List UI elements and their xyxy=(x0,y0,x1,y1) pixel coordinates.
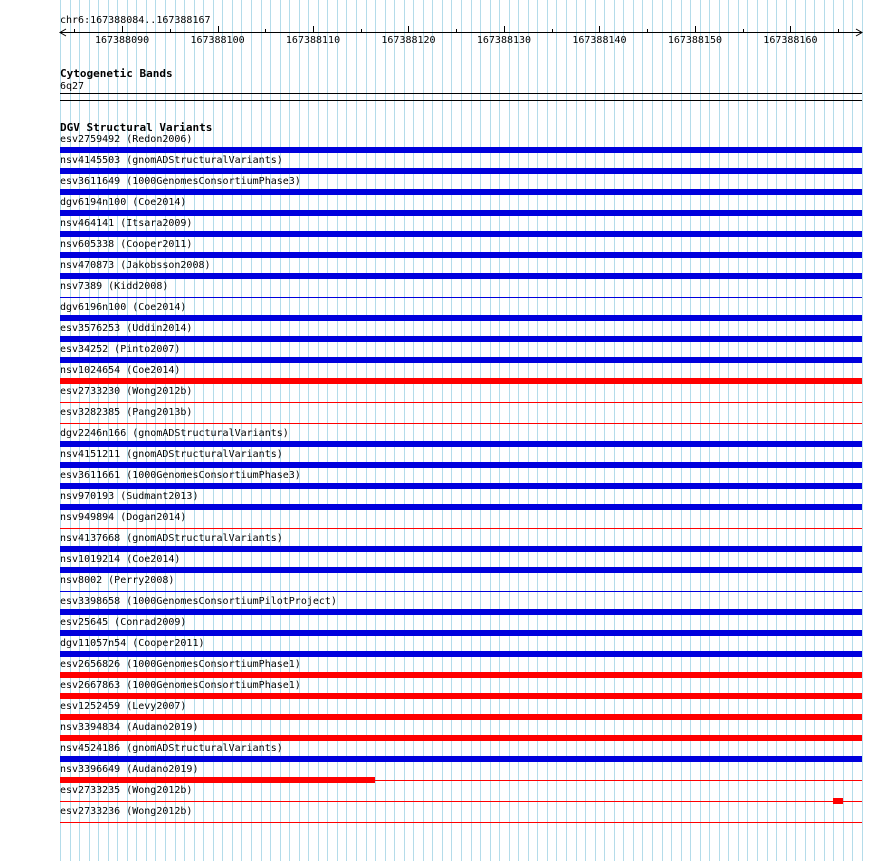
dgv-feature-bar[interactable] xyxy=(60,777,375,783)
dgv-feature-label[interactable]: dgv6194n100 (Coe2014) xyxy=(60,197,187,208)
dgv-feature-bar[interactable] xyxy=(60,462,862,468)
dgv-feature-line xyxy=(60,822,862,823)
dgv-feature-label[interactable]: esv3282385 (Pang2013b) xyxy=(60,407,193,418)
dgv-feature-bar[interactable] xyxy=(60,567,862,573)
dgv-feature-line xyxy=(60,801,862,802)
dgv-feature-bar[interactable] xyxy=(60,756,862,762)
dgv-feature-label[interactable]: esv2733230 (Wong2012b) xyxy=(60,386,193,397)
dgv-feature-label[interactable]: esv3398658 (1000GenomesConsortiumPilotProject) xyxy=(60,596,337,607)
dgv-feature-bar[interactable] xyxy=(60,693,862,699)
dgv-feature-line xyxy=(60,297,862,298)
dgv-feature-bar[interactable] xyxy=(60,168,862,174)
dgv-feature-bar[interactable] xyxy=(60,273,862,279)
dgv-feature-bar[interactable] xyxy=(60,546,862,552)
dgv-feature-label[interactable]: esv2733235 (Wong2012b) xyxy=(60,785,193,796)
dgv-feature-row[interactable] xyxy=(0,806,890,827)
dgv-feature-row[interactable] xyxy=(0,428,890,449)
dgv-feature-label[interactable]: esv34252 (Pinto2007) xyxy=(60,344,181,355)
track-divider xyxy=(60,100,862,101)
dgv-feature-label[interactable]: nsv949894 (Dogan2014) xyxy=(60,512,187,523)
dgv-feature-line xyxy=(60,423,862,424)
dgv-track-title: DGV Structural Variants xyxy=(60,121,213,134)
dgv-feature-row[interactable] xyxy=(0,491,890,512)
ruler-tick-label: 167388140 xyxy=(572,35,627,46)
ruler-tick-label: 167388110 xyxy=(285,35,341,46)
dgv-feature-bar[interactable] xyxy=(60,210,862,216)
dgv-feature-row[interactable] xyxy=(0,197,890,218)
dgv-feature-row[interactable] xyxy=(0,134,890,155)
dgv-feature-label[interactable]: nsv3394834 (Audano2019) xyxy=(60,722,199,733)
dgv-feature-row[interactable] xyxy=(0,323,890,344)
dgv-feature-row[interactable] xyxy=(0,470,890,491)
dgv-feature-row[interactable] xyxy=(0,344,890,365)
dgv-feature-row[interactable] xyxy=(0,533,890,554)
dgv-feature-row[interactable] xyxy=(0,722,890,743)
dgv-feature-line xyxy=(60,402,862,403)
dgv-feature-bar[interactable] xyxy=(60,609,862,615)
dgv-feature-row[interactable] xyxy=(0,239,890,260)
dgv-feature-bar[interactable] xyxy=(60,147,862,153)
region-label: chr6:167388084..167388167 xyxy=(60,15,211,26)
dgv-feature-row[interactable] xyxy=(0,638,890,659)
dgv-feature-row[interactable] xyxy=(0,365,890,386)
dgv-feature-label[interactable]: nsv4524186 (gnomADStructuralVariants) xyxy=(60,743,283,754)
dgv-feature-row[interactable] xyxy=(0,155,890,176)
cytoband-track-title: Cytogenetic Bands xyxy=(60,67,173,80)
ruler-tick-label: 167388100 xyxy=(190,35,245,46)
dgv-feature-row[interactable] xyxy=(0,554,890,575)
dgv-feature-row[interactable] xyxy=(0,701,890,722)
dgv-feature-label[interactable]: esv3611661 (1000GenomesConsortiumPhase3) xyxy=(60,470,301,481)
dgv-feature-label[interactable]: nsv605338 (Cooper2011) xyxy=(60,239,193,250)
ruler-tick-label: 167388150 xyxy=(667,35,722,46)
dgv-feature-label[interactable]: nsv464141 (Itsara2009) xyxy=(60,218,193,229)
dgv-feature-label[interactable]: esv3611649 (1000GenomesConsortiumPhase3) xyxy=(60,176,301,187)
dgv-feature-label[interactable]: dgv11057n54 (Cooper2011) xyxy=(60,638,205,649)
dgv-feature-row[interactable] xyxy=(0,218,890,239)
ruler-tick-label: 167388130 xyxy=(476,35,532,46)
dgv-feature-bar[interactable] xyxy=(60,714,862,720)
dgv-feature-row[interactable] xyxy=(0,407,890,428)
dgv-feature-label[interactable]: nsv7389 (Kidd2008) xyxy=(60,281,169,292)
dgv-feature-bar[interactable] xyxy=(60,651,862,657)
dgv-feature-bar[interactable] xyxy=(60,357,862,363)
dgv-feature-label[interactable]: nsv4151211 (gnomADStructuralVariants) xyxy=(60,449,283,460)
dgv-feature-label[interactable]: dgv6196n100 (Coe2014) xyxy=(60,302,187,313)
dgv-feature-label[interactable]: nsv4137668 (gnomADStructuralVariants) xyxy=(60,533,283,544)
dgv-feature-row[interactable] xyxy=(0,680,890,701)
dgv-feature-label[interactable]: nsv970193 (Sudmant2013) xyxy=(60,491,199,502)
dgv-feature-row[interactable] xyxy=(0,386,890,407)
dgv-feature-row[interactable] xyxy=(0,281,890,302)
dgv-feature-label[interactable]: esv2733236 (Wong2012b) xyxy=(60,806,193,817)
dgv-feature-bar[interactable] xyxy=(60,630,862,636)
cytoband-line xyxy=(60,93,862,94)
dgv-feature-line xyxy=(60,591,862,592)
dgv-feature-row[interactable] xyxy=(0,743,890,764)
dgv-feature-bar[interactable] xyxy=(60,672,862,678)
dgv-feature-label[interactable]: esv3576253 (Uddin2014) xyxy=(60,323,193,334)
dgv-feature-bar[interactable] xyxy=(60,735,862,741)
dgv-feature-bar[interactable] xyxy=(60,504,862,510)
dgv-feature-bar[interactable] xyxy=(60,315,862,321)
dgv-feature-label[interactable]: esv25645 (Conrad2009) xyxy=(60,617,187,628)
dgv-feature-label[interactable]: nsv3396649 (Audano2019) xyxy=(60,764,199,775)
dgv-feature-row[interactable] xyxy=(0,764,890,785)
dgv-feature-label[interactable]: nsv8002 (Perry2008) xyxy=(60,575,175,586)
dgv-feature-label[interactable]: esv2667863 (1000GenomesConsortiumPhase1) xyxy=(60,680,301,691)
ruler-tick-label: 167388120 xyxy=(381,35,436,46)
dgv-feature-row[interactable] xyxy=(0,617,890,638)
dgv-feature-bar[interactable] xyxy=(60,378,862,384)
dgv-feature-label[interactable]: esv2656826 (1000GenomesConsortiumPhase1) xyxy=(60,659,301,670)
dgv-feature-row[interactable] xyxy=(0,512,890,533)
dgv-feature-bar[interactable] xyxy=(60,231,862,237)
cytoband-label: 6q27 xyxy=(60,81,85,92)
dgv-feature-row[interactable] xyxy=(0,575,890,596)
dgv-feature-label[interactable]: nsv1024654 (Coe2014) xyxy=(60,365,181,376)
dgv-feature-label[interactable]: nsv470873 (Jakobsson2008) xyxy=(60,260,211,271)
ruler-tick-label: 167388160 xyxy=(763,35,818,46)
dgv-feature-row[interactable] xyxy=(0,449,890,470)
dgv-feature-row[interactable] xyxy=(0,176,890,197)
ruler-tick-label: 167388090 xyxy=(94,35,150,46)
dgv-feature-line xyxy=(60,528,862,529)
dgv-feature-label[interactable]: nsv4145503 (gnomADStructuralVariants) xyxy=(60,155,283,166)
dgv-feature-bar[interactable] xyxy=(833,798,843,804)
dgv-feature-row[interactable] xyxy=(0,260,890,281)
dgv-feature-row[interactable] xyxy=(0,596,890,617)
dgv-feature-label[interactable]: esv2759492 (Redon2006) xyxy=(60,134,193,145)
dgv-feature-label[interactable]: nsv1019214 (Coe2014) xyxy=(60,554,181,565)
dgv-feature-label[interactable]: esv1252459 (Levy2007) xyxy=(60,701,187,712)
dgv-feature-bar[interactable] xyxy=(60,441,862,447)
dgv-feature-label[interactable]: dgv2246n166 (gnomADStructuralVariants) xyxy=(60,428,289,439)
dgv-feature-row[interactable] xyxy=(0,659,890,680)
dgv-feature-bar[interactable] xyxy=(60,252,862,258)
dgv-feature-bar[interactable] xyxy=(60,483,862,489)
dgv-feature-row[interactable] xyxy=(0,302,890,323)
dgv-feature-bar[interactable] xyxy=(60,336,862,342)
dgv-feature-bar[interactable] xyxy=(60,189,862,195)
dgv-feature-row[interactable] xyxy=(0,785,890,806)
